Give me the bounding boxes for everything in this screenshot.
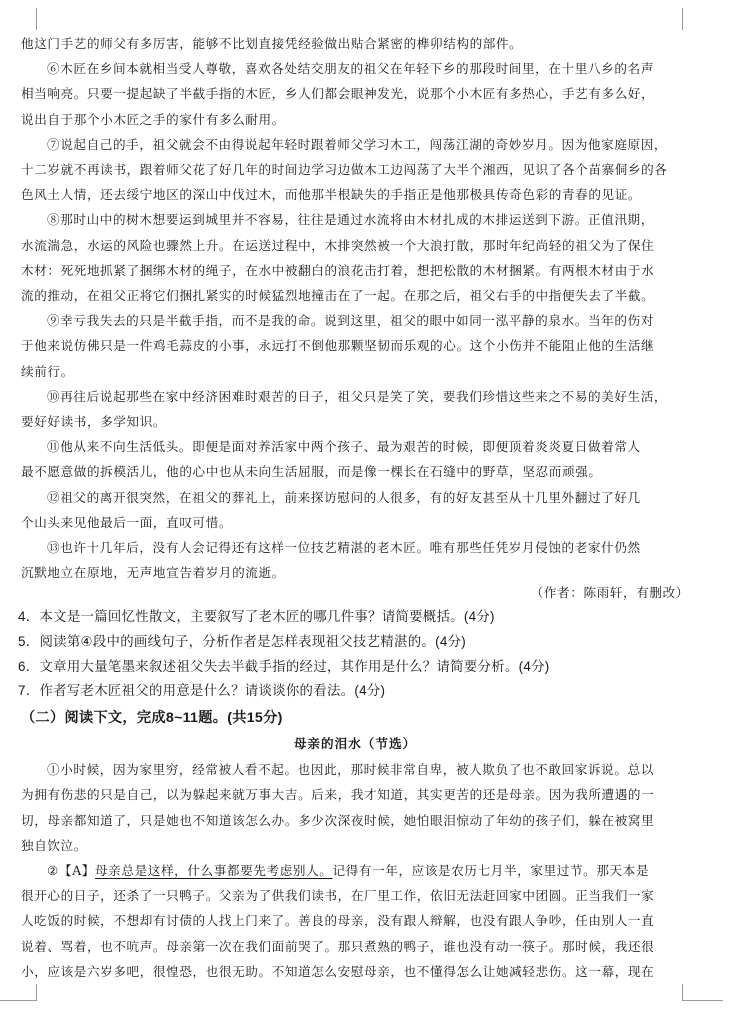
article-line: 他这门手艺的师父有多厉害，能够不比划直接凭经验做出贴合紧密的榫卯结构的部件。 (21, 36, 523, 51)
article-line: ⑩再往后说起那些在家中经济困难时艰苦的日子，祖父只是笑了笑，要我们珍惜这些来之不易的美好生活， (47, 389, 668, 404)
sentence-rest: 记得有一年，应该是农历七月半，家里过节。那天本是 (332, 863, 650, 878)
article-line: 独自饮泣。 (21, 837, 87, 853)
article-title: 母亲的泪水（节选） (293, 736, 417, 751)
article-line: ①小时候，因为家里穷，经常被人看不起。也因此，那时候非常自卑，被人欺负了也不敢回家诉说。总以 (47, 762, 654, 777)
marker-a: ②【A】 (47, 863, 95, 878)
crop-mark-bottom-right (682, 984, 723, 1001)
article-line: 木材：死死地抓紧了捆绑木材的绳子，在水中被翻白的浪花击打着，想把松散的木材捆紧。有两根木材由于水 (21, 263, 655, 278)
article-line: 说着、骂着，也不吭声。母亲第一次在我们面前哭了。那只煮熟的鸭子，谁也没有动一筷子。那时候，我还很 (21, 938, 655, 954)
article-line: 说出自于那个小木匠之手的家什有多么耐用。 (21, 112, 285, 127)
article-line: ⑦说起自己的手，祖父就会不由得说起年轻时跟着师父学习木工，闯荡江湖的奇妙岁月。因为他家庭原因， (47, 137, 668, 152)
article-line: 续前行。 (21, 364, 74, 379)
article-line: 十二岁就不再读书，跟着师父花了好几年的时间边学习边做木工边闯荡了大半个湘西，见识了各个苗寨侗乡的各 (21, 162, 668, 177)
article-line: 色风土人情，还去绥宁地区的深山中伐过木，而他那半根缺失的手指正是他那极具传奇色彩的青春的见证。 (21, 187, 642, 202)
article-line: ⑫祖父的离开很突然，在祖父的葬礼上，前来探访慰问的人很多，有的好友甚至从十几里外翻过了好几 (47, 490, 641, 505)
paragraph-2-first-line (47, 863, 649, 879)
article-line: ⑨幸亏我失去的只是半截手指，而不是我的命。说到这里，祖父的眼中如同一泓平静的泉水。当年的伤对 (47, 313, 654, 328)
article-line: 水流湍急，水运的风险也骤然上升。在运送过程中，木排突然被一个大浪打散，那时年纪尚轻的祖父为了保住 (21, 238, 655, 253)
crop-mark-top-left (14, 8, 37, 30)
article-line: 为拥有伤悲的只是自己，以为躲起来就万事大吉。后来，我才知道，其实更苦的还是母亲。因为我所遭遇的一 (21, 787, 655, 803)
article-line: ⑧那时山中的树木想要运到城里并不容易，往往是通过水流将由木材扎成的木排运送到下游。正值汛期， (47, 212, 654, 227)
article-line: 人吃饭的时候，不想却有讨债的人找上门来了。善良的母亲，没有跟人辩解，也没有跟人争吵，任由别人一直 (21, 913, 655, 929)
article-line: 最不愿意做的拆模活儿，他的心中也从未向生活屈服，而是像一棵长在石缝中的野草，坚忍而顽强。 (21, 464, 602, 479)
article-line: 个山头来见他最后一面，直叹可惜。 (21, 515, 233, 530)
article-line: 要好好读书，多学知识。 (21, 414, 167, 429)
crop-mark-top-right (682, 8, 705, 30)
underlined-sentence: 母亲总是这样，什么事都要先考虑别人。 (94, 863, 333, 878)
attribution: （作者：陈雨轩，有删改） (530, 585, 689, 600)
article-line: 很开心的日子，还杀了一只鸭子。父亲为了供我们读书，在厂里工作，依旧无法赶回家中团圆。正当我们一家 (21, 888, 655, 903)
article-line: 相当响亮。只要一提起缺了半截手指的木匠，乡人们都会眼神发光，说那个小木匠有多热心，手艺有多么好， (21, 86, 655, 101)
question-4: 4．本文是一篇回忆性散文，主要叙写了老木匠的哪几件事？请简要概括。(4分) (18, 609, 495, 624)
article-line: 流的推动，在祖父正将它们捆扎紧实的时候猛烈地撞击在了一起。在那之后，祖父右手的中指便失去了半截。 (21, 288, 655, 303)
article-line: ⑥木匠在乡间本就相当受人尊敬，喜欢各处结交朋友的祖父在年轻下乡的那段时间里，在十里八乡的名声 (47, 61, 654, 76)
section-heading: （二）阅读下文，完成8~11题。(共15分) (21, 710, 283, 726)
article-line: 小，应该是六岁多吧，很惶恐，也很无助。不知道怎么安慰母亲，也不懂得怎么让她减轻悲伤。这一幕，现在 (21, 963, 655, 979)
crop-mark-bottom-left (0, 984, 37, 1001)
question-6: 6．文章用大量笔墨来叙述祖父失去半截手指的经过，其作用是什么？请简要分析。(4分) (18, 658, 550, 674)
article-line: 于他来说仿佛只是一件鸡毛蒜皮的小事，永远打不倒他那颗坚韧而乐观的心。这个小伤并不能阻止他的生活继 (21, 338, 655, 353)
question-5: 5．阅读第④段中的画线句子，分析作者是怎样表现祖父技艺精湛的。(4分) (18, 633, 467, 649)
article-line: ⑬也许十几年后，没有人会记得还有这样一位技艺精湛的老木匠。唯有那些任凭岁月侵蚀的老家什仍然 (47, 540, 641, 555)
article-line: 切，母亲都知道了，只是她也不知道该怎么办。多少次深夜时候，她怕眼泪惊动了年幼的孩子们，躲在被窝里 (21, 812, 655, 828)
question-7: 7．作者写老木匠祖父的用意是什么？请谈谈你的看法。(4分) (18, 683, 386, 699)
article-line: ⑪他从来不向生活低头。即便是面对养活家中两个孩子、最为艰苦的时候，即便顶着炎炎夏日做着常人 (47, 439, 641, 454)
article-line: 沉默地立在原地，无声地宣告着岁月的流逝。 (21, 565, 285, 580)
